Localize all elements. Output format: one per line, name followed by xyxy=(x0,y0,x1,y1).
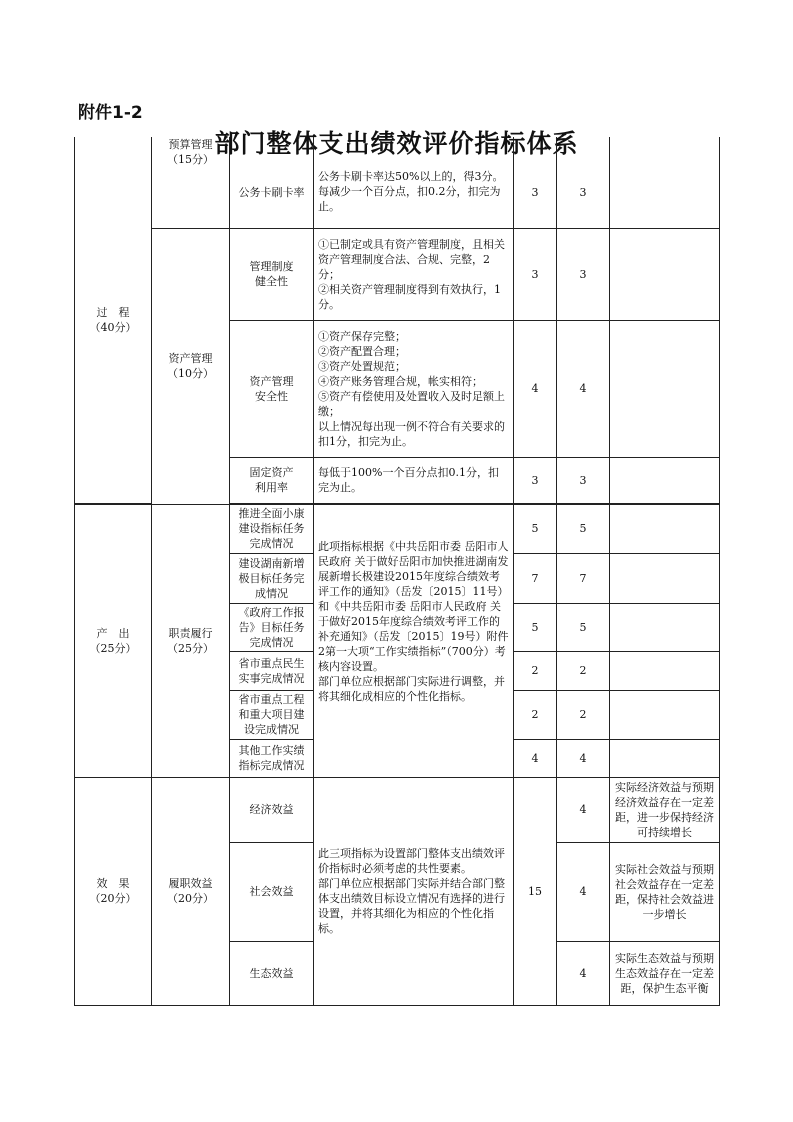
asset-desc-0: ①已制定或具有资产管理制度，且相关资产管理制度合法、合规、完整，2分； ②相关资产管理制度得到有效执行，1分。 xyxy=(314,228,514,320)
output-score-0: 5 xyxy=(557,504,610,553)
process-label: 过 程 xyxy=(96,305,130,319)
output-note-2 xyxy=(610,603,720,651)
effect-note-1: 实际社会效益与预期社会效益存在一定差距，保持社会效益进一步增长 xyxy=(610,842,720,941)
card-score: 3 xyxy=(557,137,610,228)
output-indicator-4: 省市重点工程 和重大项目建 设完成情况 xyxy=(230,690,314,739)
output-desc: 此项指标根据《中共岳阳市委 岳阳市人民政府 关于做好岳阳市加快推进湖南发展新增长极建设2015年度综合绩效考评工作的通知》（岳发〔2015〕11号）和《中共岳阳市委 岳阳市人民政府 关于做好2015年度综合绩效考评工作的补充通知》（岳发〔2015〕19号）附件2第一大项“工作实绩指标”（700分）考核内容设置。 部门单位应根据部门实际进行调整，并将其细化成相应的个性化指标。 xyxy=(314,504,514,777)
indicator-table xyxy=(74,137,720,504)
output-label: 产 出 xyxy=(96,626,130,640)
output-weight-2: 5 xyxy=(514,603,557,651)
output-note-3 xyxy=(610,651,720,690)
effect-label: 效 果 xyxy=(96,877,130,890)
effect-score-1: 4 xyxy=(557,842,610,941)
asset-weight-1: 4 xyxy=(514,320,557,457)
effect-score: （20分） xyxy=(89,892,137,905)
table-row xyxy=(75,504,720,553)
asset-note-2 xyxy=(610,457,720,503)
card-note xyxy=(610,137,720,228)
indicator-table-lower xyxy=(74,504,720,1006)
asset-desc-1: ①资产保存完整； ②资产配置合理； ③资产处置规范； ④资产账务管理合规，帐实相符； ⑤资产有偿使用及处置收入及时足额上缴； 以上情况每出现一例不符合有关要求的扣1分，扣完为止。 xyxy=(314,320,514,457)
asset-indicator-0: 管理制度 健全性 xyxy=(230,228,314,320)
asset-weight-0: 3 xyxy=(514,228,557,320)
process-score: （40分） xyxy=(89,320,137,334)
effect-sub-label: 履职效益 xyxy=(168,877,213,890)
asset-note-0 xyxy=(610,228,720,320)
effect-indicator-0: 经济效益 xyxy=(230,777,314,842)
table-row xyxy=(75,137,720,228)
output-score-5: 4 xyxy=(557,739,610,777)
table-row xyxy=(75,228,720,320)
output-score-3: 2 xyxy=(557,651,610,690)
page-title: 部门整体支出绩效评价指标体系 xyxy=(214,129,579,158)
effect-indicator-1: 社会效益 xyxy=(230,842,314,941)
effect-cell xyxy=(75,777,152,1005)
budget-cell xyxy=(152,137,230,228)
asset-group-label: 资产管理 xyxy=(168,351,213,365)
table-row xyxy=(75,777,720,842)
output-weight-0: 5 xyxy=(514,504,557,553)
output-weight-1: 7 xyxy=(514,553,557,603)
output-score: （25分） xyxy=(89,641,137,655)
effect-desc: 此三项指标为设置部门整体支出绩效评价指标时必须考虑的共性要素。 部门单位应根据部门实际并结合部门整体支出绩效目标设立情况有选择的进行设置，并将其细化为相应的个性化指标。 xyxy=(314,777,514,1005)
output-weight-3: 2 xyxy=(514,651,557,690)
output-indicator-3: 省市重点民生 实事完成情况 xyxy=(230,651,314,690)
effect-note-2: 实际生态效益与预期生态效益存在一定差距，保护生态平衡 xyxy=(610,941,720,1005)
output-score-4: 2 xyxy=(557,690,610,739)
effect-note-0: 实际经济效益与预期经济效益存在一定差距，进一步保持经济可持续增长 xyxy=(610,777,720,842)
output-weight-5: 4 xyxy=(514,739,557,777)
output-score-2: 5 xyxy=(557,603,610,651)
asset-note-1 xyxy=(610,320,720,457)
output-indicator-1: 建设湖南新增 极目标任务完 成情况 xyxy=(230,553,314,603)
output-sub-label: 职责履行 xyxy=(168,626,213,640)
budget-score: （15分） xyxy=(167,153,214,166)
asset-score-1: 4 xyxy=(557,320,610,457)
output-note-1 xyxy=(610,553,720,603)
output-cell xyxy=(75,504,152,777)
effect-score-2: 4 xyxy=(557,941,610,1005)
card-weight: 3 xyxy=(514,137,557,228)
output-score-1: 7 xyxy=(557,553,610,603)
output-weight-4: 2 xyxy=(514,690,557,739)
asset-group-score: （10分） xyxy=(167,366,214,380)
card-desc: 公务卡刷卡率达50%以上的，得3分。 每减少一个百分点，扣0.2分，扣完为止。 xyxy=(314,137,514,228)
output-note-0 xyxy=(610,504,720,553)
output-sub-cell xyxy=(152,504,230,777)
asset-group-cell xyxy=(152,228,230,503)
effect-sub-cell xyxy=(152,777,230,1005)
effect-indicator-2: 生态效益 xyxy=(230,941,314,1005)
effect-weight: 15 xyxy=(514,777,557,1005)
asset-desc-2: 每低于100%一个百分点扣0.1分，扣完为止。 xyxy=(314,457,514,503)
card-indicator: 公务卡刷卡率 xyxy=(230,137,314,228)
output-indicator-5: 其他工作实绩 指标完成情况 xyxy=(230,739,314,777)
output-indicator-2: 《政府工作报 告》目标任务 完成情况 xyxy=(230,603,314,651)
effect-score-0: 4 xyxy=(557,777,610,842)
asset-indicator-1: 资产管理 安全性 xyxy=(230,320,314,457)
output-note-4 xyxy=(610,690,720,739)
asset-score-2: 3 xyxy=(557,457,610,503)
asset-indicator-2: 固定资产 利用率 xyxy=(230,457,314,503)
output-sub-score: （25分） xyxy=(167,641,214,655)
asset-score-0: 3 xyxy=(557,228,610,320)
output-indicator-0: 推进全面小康 建设指标任务 完成情况 xyxy=(230,504,314,553)
attachment-label: 附件1-2 xyxy=(78,103,143,123)
budget-label: 预算管理 xyxy=(168,138,213,151)
output-note-5 xyxy=(610,739,720,777)
effect-sub-score: （20分） xyxy=(167,892,214,905)
process-cell xyxy=(75,137,152,503)
asset-weight-2: 3 xyxy=(514,457,557,503)
